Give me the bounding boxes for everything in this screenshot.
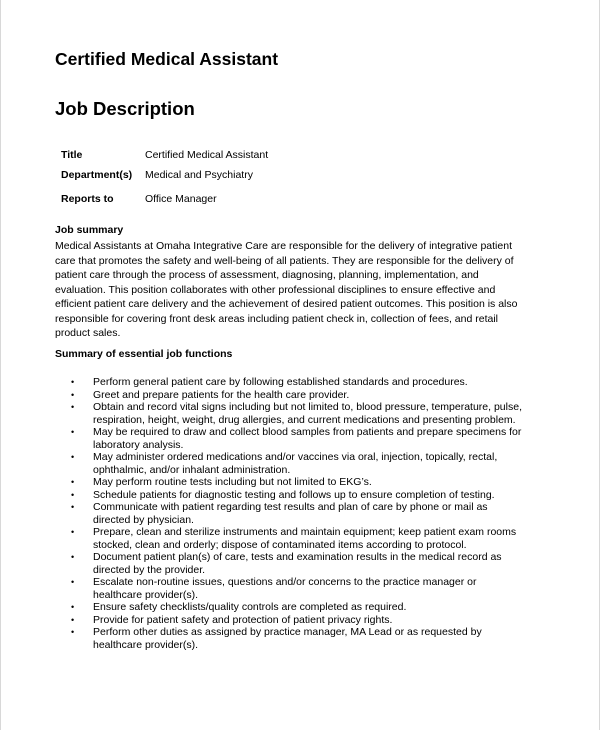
list-item-text: May perform routine tests including but not limited to EKG’s.	[93, 476, 372, 488]
bullet-icon: •	[71, 627, 75, 637]
summary-line: responsible for covering front desk areas including patient check in, collection of fees, and retail	[55, 312, 498, 325]
bullet-icon: •	[71, 502, 75, 512]
job-info-row-department	[61, 169, 268, 193]
document-title: Certified Medical Assistant	[55, 49, 279, 69]
job-info-row-title	[61, 149, 268, 169]
list-item-text: May administer ordered medications and/or vaccines via oral, injection, topically, rectal,	[93, 451, 498, 463]
list-item-text: Obtain and record vital signs including but not limited to, blood pressure, temperature, pulse,	[93, 401, 522, 413]
list-item	[71, 401, 522, 426]
list-item-text: directed by physician.	[93, 513, 194, 526]
list-item-text: Perform other duties as assigned by practice manager, MA Lead or as requested by	[93, 626, 482, 638]
list-item	[71, 614, 511, 627]
list-item-text: directed by the provider.	[93, 563, 206, 576]
list-item	[71, 376, 511, 389]
list-item-text: Schedule patients for diagnostic testing and follows up to ensure completion of testing.	[93, 488, 495, 501]
list-item	[71, 626, 511, 651]
bullet-icon: •	[71, 552, 75, 562]
bullet-icon: •	[71, 402, 75, 412]
list-item-text: Provide for patient safety and protection of patient privacy rights.	[93, 613, 393, 626]
job-info-table	[61, 149, 268, 213]
job-info-value: Medical and Psychiatry	[145, 169, 253, 181]
list-item	[71, 451, 511, 476]
summary-line: product sales.	[55, 327, 121, 339]
job-info-label: Department(s)	[61, 169, 133, 181]
list-item-text: ophthalmic, and/or inhalant administration.	[93, 463, 291, 476]
list-item-text: healthcare provider(s).	[93, 588, 199, 601]
job-info-label: Title	[61, 149, 83, 161]
list-item	[71, 489, 511, 502]
bullet-icon: •	[71, 602, 75, 612]
list-item	[71, 501, 511, 526]
bullet-icon: •	[71, 452, 75, 462]
list-item-text: Document patient plan(s) of care, tests and examination results in the medical record as	[93, 551, 502, 563]
bullet-icon: •	[71, 527, 75, 537]
job-info-value: Office Manager	[145, 193, 217, 205]
bullet-icon: •	[71, 377, 75, 387]
summary-line: Medical Assistants at Omaha Integrative Care are responsible for the delivery of integrative patient	[55, 240, 512, 252]
summary-line: efficient patient care delivery and the achievement of desired patient outcomes. This position is also	[55, 298, 518, 310]
bullet-icon: •	[71, 577, 75, 587]
list-item-text: laboratory analysis.	[93, 438, 184, 451]
bullet-icon: •	[71, 389, 75, 400]
list-item-text: Prepare, clean and sterilize instruments and maintain equipment; keep patient exam rooms	[93, 526, 517, 538]
bullet-icon: •	[71, 427, 75, 437]
list-item-text: Communicate with patient regarding test results and plan of care by phone or mail as	[93, 501, 488, 513]
list-item-text: Escalate non-routine issues, questions and/or concerns to the practice manager or	[93, 576, 477, 588]
bullet-icon: •	[71, 489, 75, 500]
list-item-text: Greet and prepare patients for the health care provider.	[93, 388, 350, 401]
job-info-row-reports-to	[61, 193, 268, 213]
list-item	[71, 576, 511, 601]
list-item	[71, 389, 511, 402]
functions-list	[71, 376, 522, 651]
list-item-text: May be required to draw and collect blood samples from patients and prepare specimens for	[93, 426, 522, 438]
job-summary-heading: Job summary	[55, 224, 124, 236]
list-item-text: Ensure safety checklists/quality controls are completed as required.	[93, 601, 407, 613]
list-item	[71, 526, 517, 551]
list-item	[71, 426, 522, 451]
bullet-icon: •	[71, 477, 75, 487]
document-subtitle: Job Description	[55, 98, 195, 119]
bullet-icon: •	[71, 614, 75, 625]
job-info-label: Reports to	[61, 193, 114, 205]
list-item-text: stocked, clean and orderly; dispose of contaminated items according to protocol.	[93, 538, 467, 551]
summary-line: care that promotes the safety and well-being of all patients. They are responsible for the delivery of	[55, 254, 514, 267]
list-item	[71, 601, 511, 614]
list-item	[71, 476, 511, 489]
list-item-text: respiration, height, weight, drug allergies, and current medications and presenting problem.	[93, 413, 516, 426]
summary-line: evaluation. This position collaborates with other professional disciplines to ensure effective and	[55, 283, 496, 296]
job-summary-text	[55, 239, 527, 341]
job-info-value: Certified Medical Assistant	[145, 149, 269, 161]
functions-heading: Summary of essential job functions	[55, 348, 233, 360]
list-item	[71, 551, 511, 576]
list-item-text: healthcare provider(s).	[93, 638, 199, 651]
list-item-text: Perform general patient care by following established standards and procedures.	[93, 376, 468, 388]
summary-line: patient care through the process of assessment, diagnosing, planning, implementation, and	[55, 269, 479, 281]
